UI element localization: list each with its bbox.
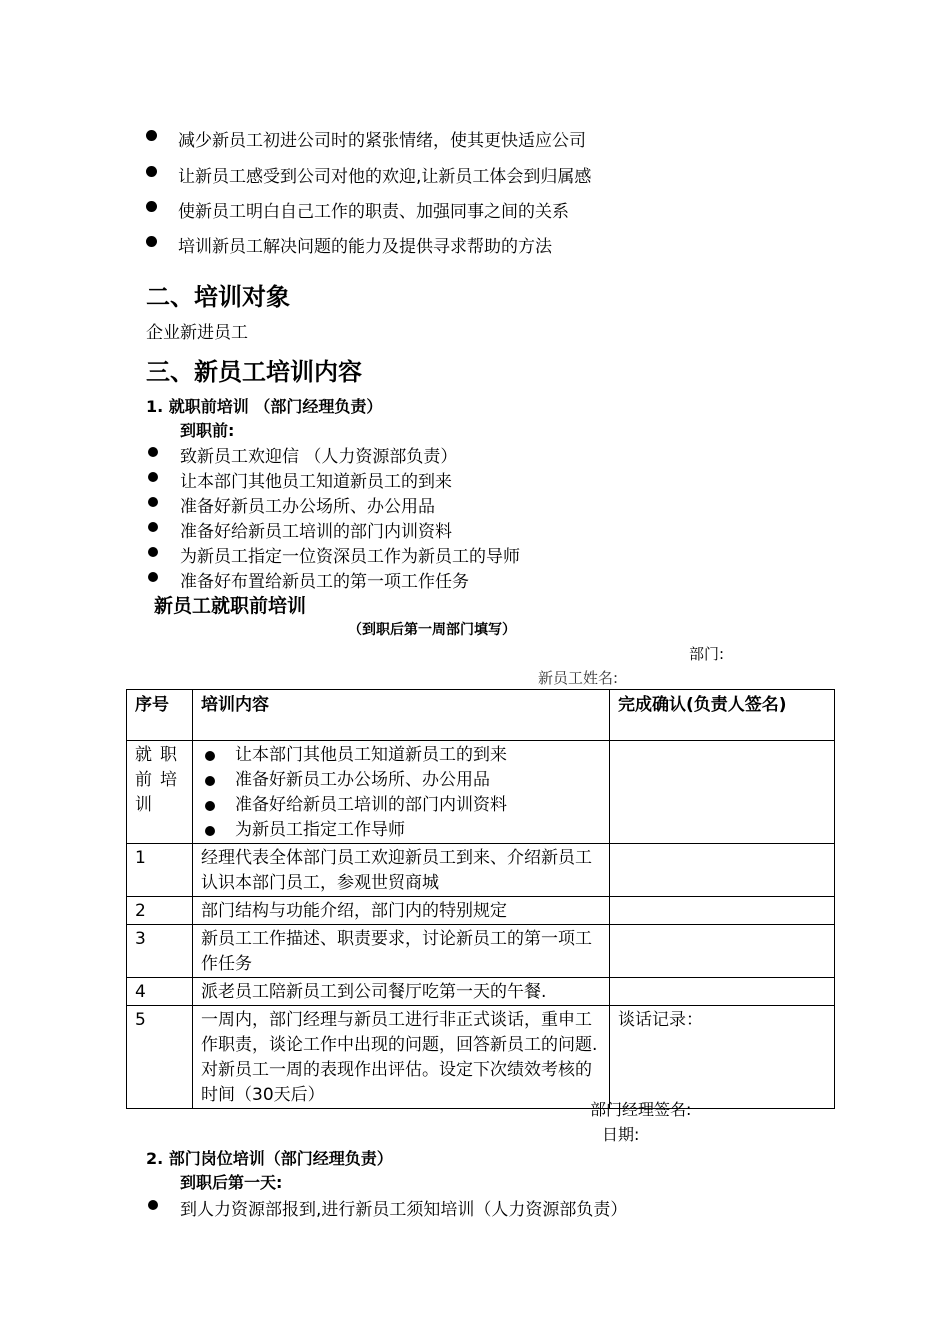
row-number: 2 — [127, 897, 193, 925]
bullet-icon — [205, 826, 215, 836]
subsection-title-department: 2. 部门岗位培训（部门经理负责） — [146, 1149, 393, 1168]
confirm-cell[interactable] — [610, 844, 835, 897]
table-row — [127, 844, 835, 897]
row-number: 5 — [127, 1006, 193, 1109]
bullet-icon — [146, 166, 157, 177]
pre-job-label-cell — [127, 741, 193, 844]
section-heading-target: 二、培训对象 — [146, 283, 290, 311]
confirm-cell[interactable] — [610, 978, 835, 1006]
list-item: 为新员工指定工作导师 — [201, 818, 603, 843]
before-arrival-label: 到职前: — [180, 421, 235, 440]
list-item: 准备好新员工办公场所、办公用品 — [201, 768, 603, 793]
row-content: 派老员工陪新员工到公司餐厅吃第一天的午餐. — [193, 978, 610, 1006]
header-confirm: 完成确认(负责人签名) — [610, 690, 835, 741]
table-row — [127, 978, 835, 1006]
table-header-row — [127, 690, 835, 741]
list-item: 准备好给新员工培训的部门内训资料 — [201, 793, 603, 818]
table-row — [127, 925, 835, 978]
bullet-icon — [205, 801, 215, 811]
pre-job-label: 就职前培训 — [135, 745, 185, 815]
bullet-icon — [205, 751, 215, 761]
pre-job-items-cell — [193, 741, 610, 844]
list-item: 让本部门其他员工知道新员工的到来 — [201, 743, 603, 768]
row-number: 4 — [127, 978, 193, 1006]
section-body-target: 企业新进员工 — [146, 323, 248, 343]
row-number: 1 — [127, 844, 193, 897]
date-label: 日期: — [602, 1125, 640, 1144]
bullet-icon — [148, 447, 158, 457]
subsection-title-pre-job: 1. 就职前培训 （部门经理负责） — [146, 397, 383, 416]
bullet-icon — [205, 776, 215, 786]
first-day-label: 到职后第一天: — [180, 1173, 283, 1192]
bullet-icon — [148, 547, 158, 557]
row-content: 部门结构与功能介绍，部门内的特别规定 — [193, 897, 610, 925]
row-content: 经理代表全体部门员工欢迎新员工到来、介绍新员工认识本部门员工，参观世贸商城 — [193, 844, 610, 897]
row-content: 新员工工作描述、职责要求，讨论新员工的第一项工作任务 — [193, 925, 610, 978]
new-employee-name-label: 新员工姓名: — [538, 669, 619, 687]
table-row — [127, 741, 835, 844]
header-content: 培训内容 — [193, 690, 610, 741]
department-label: 部门: — [689, 645, 725, 663]
bullet-icon — [146, 236, 157, 247]
confirm-cell[interactable] — [610, 897, 835, 925]
confirm-cell[interactable] — [610, 925, 835, 978]
table-row — [127, 897, 835, 925]
bullet-icon — [148, 522, 158, 532]
section-heading-content: 三、新员工培训内容 — [146, 358, 362, 386]
conversation-record-cell[interactable]: 谈话记录： — [610, 1006, 835, 1109]
header-seq: 序号 — [127, 690, 193, 741]
bullet-icon — [148, 1200, 158, 1210]
manager-signature-label: 部门经理签名: — [590, 1100, 692, 1119]
pre-job-training-table — [126, 689, 835, 1109]
form-subtitle: （到职后第一周部门填写） — [348, 622, 516, 638]
bullet-icon — [148, 497, 158, 507]
bullet-icon — [148, 472, 158, 482]
row-number: 3 — [127, 925, 193, 978]
bullet-icon — [146, 130, 157, 141]
form-title: 新员工就职前培训 — [154, 595, 307, 617]
row-content: 一周内，部门经理与新员工进行非正式谈话，重申工作职责，谈论工作中出现的问题，回答新员工的问题.对新员工一周的表现作出评估。设定下次绩效考核的时间（30天后） — [193, 1006, 610, 1109]
confirm-cell[interactable] — [610, 741, 835, 844]
bullet-icon — [146, 201, 157, 212]
bullet-icon — [148, 572, 158, 582]
table-row — [127, 1006, 835, 1109]
